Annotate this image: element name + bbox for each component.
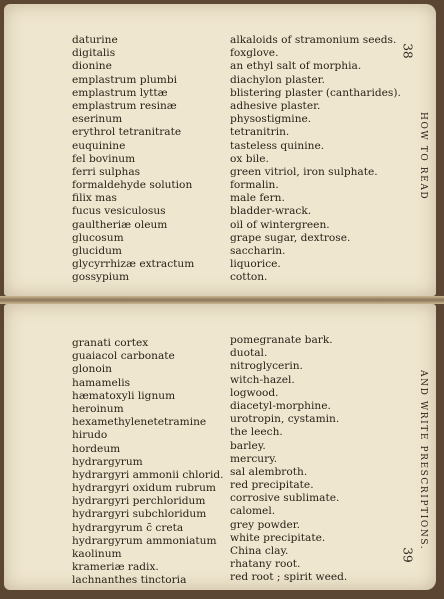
running-head: HOW TO READ [418,112,428,201]
list-entry: hydrargyrum c̄ creta [72,521,184,534]
list-entry: bladder-wrack. [230,205,312,218]
list-entry: granati cortex [72,337,149,349]
list-entry: logwood. [230,386,279,399]
list-entry: witch-hazel. [230,373,295,386]
list-entry: hydrargyrum [72,455,143,468]
list-entry: hydrargyri subchloridum [72,508,207,521]
list-entry: formalin. [230,179,279,192]
list-entry: fucus vesiculosus [72,205,166,218]
list-entry: an ethyl salt of morphia. [230,60,362,73]
list-entry: blistering plaster (cantharides). [230,86,401,99]
list-entry: formaldehyde solution [72,179,193,192]
list-entry: red precipitate. [230,479,314,492]
list-entry: alkaloids of stramonium seeds. [230,34,397,46]
list-entry: hæmatoxyli lignum [72,389,176,402]
list-entry: male fern. [230,192,285,205]
list-entry: eserinum [72,113,123,126]
list-entry: glucidum [72,245,122,257]
list-entry: hydrargyri perchloridum [72,495,206,508]
page-38 [4,4,436,296]
list-entry: hordeum [72,442,121,455]
list-entry: rhatany root. [230,558,301,571]
list-entry: cotton. [230,271,268,284]
list-entry: emplastrum lyttæ [72,86,168,99]
list-entry: euquinine [72,139,126,152]
list-entry: physostigmine. [230,113,312,126]
list-entry: mercury. [230,452,278,465]
list-entry: hydrargyrum ammoniatum [72,534,217,547]
list-entry: the leech. [230,426,283,439]
page-39 [4,304,436,590]
terms-column [72,337,224,588]
list-entry: glonoin [72,363,112,376]
list-entry: barley. [230,439,266,452]
list-entry: red root ; spirit weed. [230,571,348,584]
list-entry: diacetyl-morphine. [230,399,331,412]
list-entry: hamamelis [72,376,131,389]
list-entry: white precipitate. [230,531,326,544]
list-entry: hydrargyri oxidum rubrum [72,482,216,495]
list-entry: digitalis [72,47,116,60]
list-entry: ferri sulphas [72,165,141,178]
list-entry: heroinum [72,402,124,415]
list-entry: hydrargyri ammonii chlorid. [72,468,224,481]
list-entry: foxglove. [230,47,279,60]
list-entry: dionine [72,60,112,73]
list-entry: fel bovinum [72,152,136,165]
list-entry: China clay. [230,545,289,557]
list-entry: daturine [72,34,118,46]
list-entry: green vitriol, iron sulphate. [230,165,378,178]
list-entry: gaultheriæ oleum [72,218,168,231]
list-entry: lachnanthes tinctoria [72,574,187,587]
terms-column [72,34,194,285]
list-entry: tetranitrin. [230,126,290,139]
meanings-column [230,334,347,585]
running-head: AND WRITE PRESCRIPTIONS. [418,370,428,551]
book-gutter [0,296,444,304]
list-entry: kaolinum [72,548,122,560]
list-entry: gossypium [72,271,130,284]
list-entry: emplastrum plumbi [72,73,178,86]
page-number: 39 [400,547,415,563]
list-entry: corrosive sublimate. [230,492,340,505]
list-entry: duotal. [230,347,268,360]
list-entry: pomegranate bark. [230,334,333,346]
list-entry: saccharin. [230,245,286,257]
list-entry: filix mas [72,192,117,205]
list-entry: tasteless quinine. [230,139,325,152]
list-entry: glycyrrhizæ extractum [72,258,195,271]
list-entry: krameriæ radix. [72,561,159,574]
list-entry: urotropin, cystamin. [230,413,340,426]
list-entry: sal alembroth. [230,465,308,478]
list-entry: nitroglycerin. [230,360,303,373]
list-entry: liquorice. [230,258,281,271]
list-entry: glucosum [72,231,124,244]
list-entry: oil of wintergreen. [230,218,330,231]
list-entry: adhesive plaster. [230,99,321,112]
list-entry: grape sugar, dextrose. [230,231,351,244]
meanings-column [230,34,401,285]
page-number: 38 [400,43,415,59]
list-entry: grey powder. [230,518,301,531]
list-entry: ox bile. [230,152,269,165]
list-entry: emplastrum resinæ [72,99,177,112]
list-entry: hirudo [72,429,108,442]
list-entry: erythrol tetranitrate [72,126,182,139]
list-entry: calomel. [230,505,276,518]
list-entry: hexamethylenetetramine [72,416,207,429]
list-entry: diachylon plaster. [230,73,325,86]
list-entry: guaiacol carbonate [72,350,175,363]
